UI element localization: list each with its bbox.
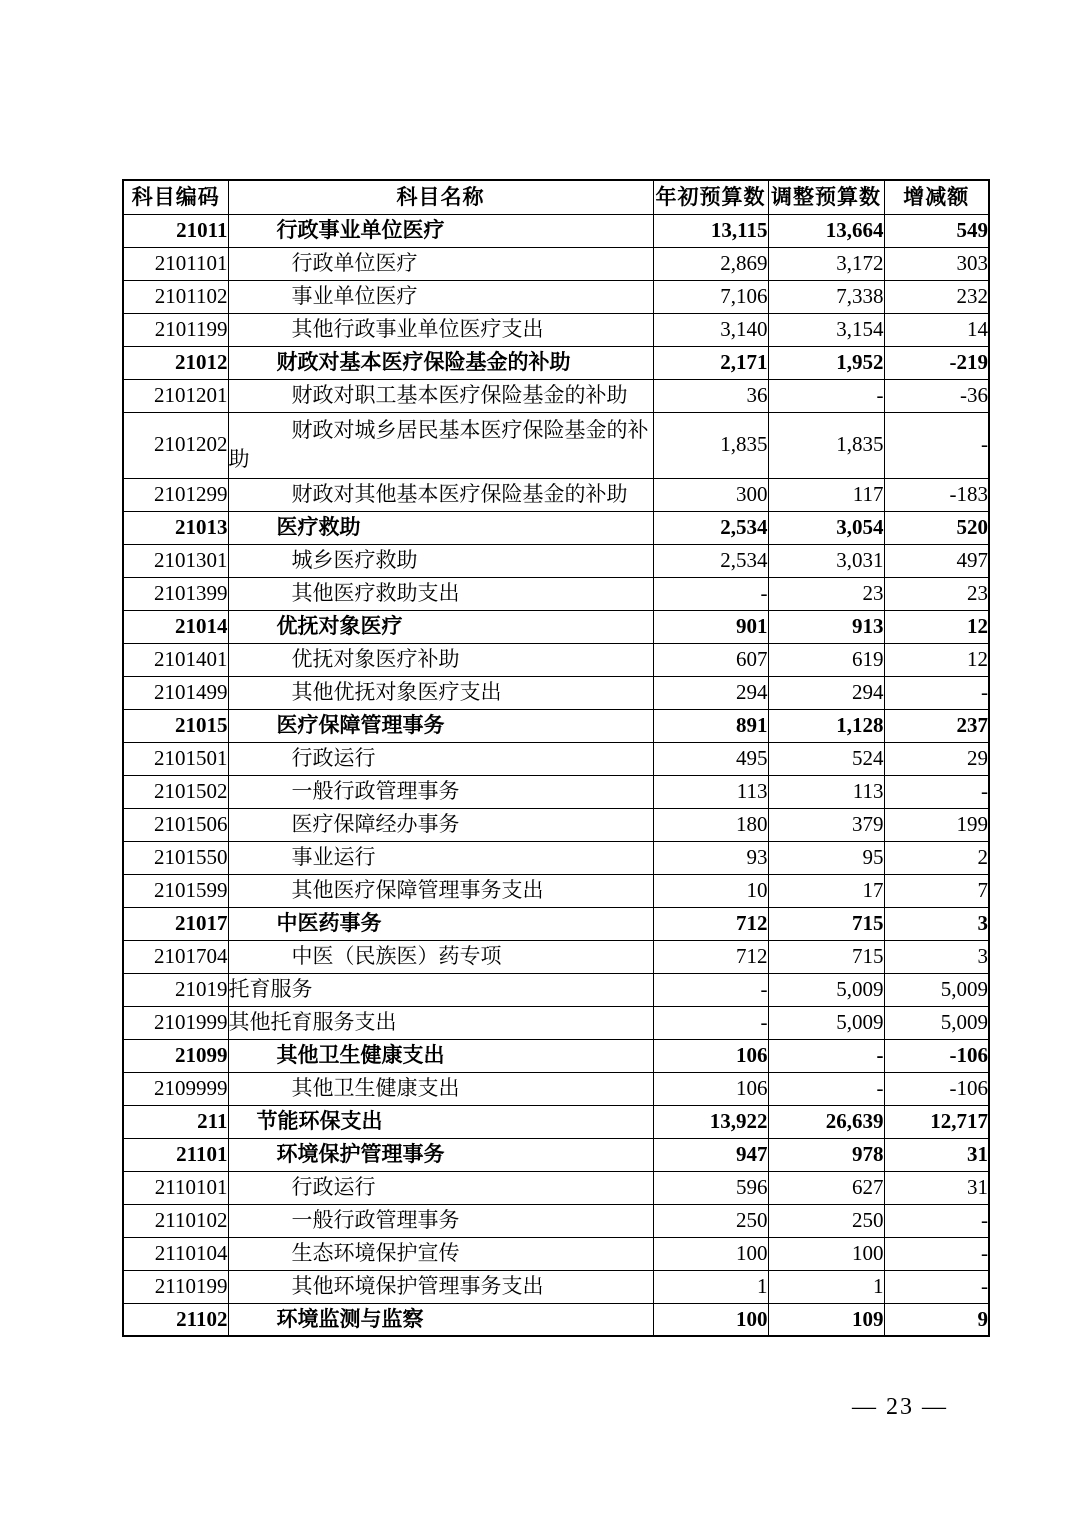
- change-amount-cell: -: [884, 412, 989, 478]
- adjusted-budget-cell: 17: [768, 874, 884, 907]
- adjusted-budget-cell: -: [768, 379, 884, 412]
- table-row: [123, 346, 989, 379]
- subject-code-cell: 2101501: [123, 742, 228, 775]
- initial-budget-cell: -: [653, 1006, 768, 1039]
- initial-budget-cell: 607: [653, 643, 768, 676]
- subject-code-cell: 21099: [123, 1039, 228, 1072]
- change-amount-cell: 303: [884, 247, 989, 280]
- subject-name-cell: 中医（民族医）药专项: [228, 940, 653, 973]
- table-row: [123, 1006, 989, 1039]
- initial-budget-cell: 891: [653, 709, 768, 742]
- subject-name-cell: 生态环境保护宣传: [228, 1237, 653, 1270]
- change-amount-cell: -106: [884, 1072, 989, 1105]
- page-number: — 23 —: [852, 1394, 948, 1420]
- subject-name-cell: 财政对城乡居民基本医疗保险基金的补助: [228, 412, 653, 478]
- change-amount-cell: 3: [884, 940, 989, 973]
- adjusted-budget-cell: 113: [768, 775, 884, 808]
- initial-budget-cell: 2,869: [653, 247, 768, 280]
- subject-code-cell: 2101199: [123, 313, 228, 346]
- change-amount-cell: 12: [884, 643, 989, 676]
- adjusted-budget-cell: 379: [768, 808, 884, 841]
- initial-budget-cell: 495: [653, 742, 768, 775]
- initial-budget-cell: 93: [653, 841, 768, 874]
- adjusted-budget-cell: 715: [768, 940, 884, 973]
- initial-budget-cell: 294: [653, 676, 768, 709]
- table-row: [123, 1105, 989, 1138]
- initial-budget-cell: 2,534: [653, 511, 768, 544]
- subject-name-cell: 行政运行: [228, 1171, 653, 1204]
- initial-budget-cell: 13,922: [653, 1105, 768, 1138]
- subject-code-cell: 2101202: [123, 412, 228, 478]
- table-row: [123, 709, 989, 742]
- change-amount-cell: -219: [884, 346, 989, 379]
- initial-budget-cell: 7,106: [653, 280, 768, 313]
- subject-code-cell: 21102: [123, 1303, 228, 1336]
- initial-budget-cell: 13,115: [653, 214, 768, 247]
- adjusted-budget-cell: 109: [768, 1303, 884, 1336]
- table-row: [123, 973, 989, 1006]
- column-header-adjusted-budget: 调整预算数: [768, 180, 884, 214]
- subject-name-cell: 事业运行: [228, 841, 653, 874]
- change-amount-cell: 5,009: [884, 1006, 989, 1039]
- subject-name-cell: 财政对其他基本医疗保险基金的补助: [228, 478, 653, 511]
- table-row: [123, 379, 989, 412]
- subject-code-cell: 2101301: [123, 544, 228, 577]
- table-row: [123, 214, 989, 247]
- change-amount-cell: 7: [884, 874, 989, 907]
- table-row: [123, 940, 989, 973]
- change-amount-cell: 549: [884, 214, 989, 247]
- initial-budget-cell: 106: [653, 1039, 768, 1072]
- subject-code-cell: 2101101: [123, 247, 228, 280]
- table-row: [123, 412, 989, 478]
- table-row: [123, 742, 989, 775]
- adjusted-budget-cell: 3,054: [768, 511, 884, 544]
- table-row: [123, 841, 989, 874]
- initial-budget-cell: 10: [653, 874, 768, 907]
- table-row: [123, 511, 989, 544]
- table-row: [123, 610, 989, 643]
- change-amount-cell: 29: [884, 742, 989, 775]
- initial-budget-cell: 712: [653, 907, 768, 940]
- adjusted-budget-cell: 117: [768, 478, 884, 511]
- subject-code-cell: 21101: [123, 1138, 228, 1171]
- subject-code-cell: 2101499: [123, 676, 228, 709]
- adjusted-budget-cell: 3,154: [768, 313, 884, 346]
- subject-name-cell: 财政对职工基本医疗保险基金的补助: [228, 379, 653, 412]
- table-row: [123, 1270, 989, 1303]
- adjusted-budget-cell: 1: [768, 1270, 884, 1303]
- adjusted-budget-cell: 13,664: [768, 214, 884, 247]
- subject-code-cell: 21015: [123, 709, 228, 742]
- subject-name-cell: 托育服务: [228, 973, 653, 1006]
- table-row: [123, 775, 989, 808]
- change-amount-cell: 31: [884, 1171, 989, 1204]
- subject-code-cell: 2110104: [123, 1237, 228, 1270]
- table-row: [123, 313, 989, 346]
- subject-code-cell: 2101102: [123, 280, 228, 313]
- adjusted-budget-cell: 3,172: [768, 247, 884, 280]
- table-row: [123, 1039, 989, 1072]
- table-row: [123, 1237, 989, 1270]
- initial-budget-cell: 100: [653, 1303, 768, 1336]
- initial-budget-cell: 250: [653, 1204, 768, 1237]
- table-row: [123, 1138, 989, 1171]
- subject-code-cell: 21017: [123, 907, 228, 940]
- subject-name-cell: 其他托育服务支出: [228, 1006, 653, 1039]
- adjusted-budget-cell: 5,009: [768, 973, 884, 1006]
- column-header-initial-budget: 年初预算数: [653, 180, 768, 214]
- change-amount-cell: -183: [884, 478, 989, 511]
- change-amount-cell: 14: [884, 313, 989, 346]
- initial-budget-cell: 1,835: [653, 412, 768, 478]
- change-amount-cell: 31: [884, 1138, 989, 1171]
- change-amount-cell: 9: [884, 1303, 989, 1336]
- subject-name-cell: 医疗保障管理事务: [228, 709, 653, 742]
- change-amount-cell: 2: [884, 841, 989, 874]
- subject-code-cell: 21014: [123, 610, 228, 643]
- table-row: [123, 280, 989, 313]
- subject-code-cell: 2101550: [123, 841, 228, 874]
- change-amount-cell: -106: [884, 1039, 989, 1072]
- change-amount-cell: 12: [884, 610, 989, 643]
- adjusted-budget-cell: 3,031: [768, 544, 884, 577]
- adjusted-budget-cell: 294: [768, 676, 884, 709]
- adjusted-budget-cell: 7,338: [768, 280, 884, 313]
- table-row: [123, 577, 989, 610]
- table-row: [123, 643, 989, 676]
- subject-name-cell: 城乡医疗救助: [228, 544, 653, 577]
- subject-code-cell: 2101502: [123, 775, 228, 808]
- adjusted-budget-cell: 250: [768, 1204, 884, 1237]
- subject-name-cell: 其他卫生健康支出: [228, 1039, 653, 1072]
- subject-code-cell: 2110101: [123, 1171, 228, 1204]
- change-amount-cell: 520: [884, 511, 989, 544]
- column-header-subject-code: 科目编码: [123, 180, 228, 214]
- subject-name-cell: 优抚对象医疗补助: [228, 643, 653, 676]
- change-amount-cell: 497: [884, 544, 989, 577]
- initial-budget-cell: 901: [653, 610, 768, 643]
- subject-code-cell: 2109999: [123, 1072, 228, 1105]
- subject-code-cell: 21013: [123, 511, 228, 544]
- change-amount-cell: 3: [884, 907, 989, 940]
- subject-code-cell: 2101401: [123, 643, 228, 676]
- subject-code-cell: 21019: [123, 973, 228, 1006]
- change-amount-cell: 12,717: [884, 1105, 989, 1138]
- initial-budget-cell: -: [653, 973, 768, 1006]
- subject-name-cell: 一般行政管理事务: [228, 775, 653, 808]
- subject-code-cell: 21012: [123, 346, 228, 379]
- initial-budget-cell: 36: [653, 379, 768, 412]
- subject-code-cell: 2110199: [123, 1270, 228, 1303]
- table-row: [123, 247, 989, 280]
- subject-name-cell: 环境监测与监察: [228, 1303, 653, 1336]
- adjusted-budget-cell: 627: [768, 1171, 884, 1204]
- initial-budget-cell: 712: [653, 940, 768, 973]
- adjusted-budget-cell: -: [768, 1039, 884, 1072]
- table-header: [123, 180, 989, 214]
- initial-budget-cell: -: [653, 577, 768, 610]
- subject-name-cell: 节能环保支出: [228, 1105, 653, 1138]
- subject-code-cell: 2110102: [123, 1204, 228, 1237]
- table-row: [123, 544, 989, 577]
- subject-code-cell: 2101399: [123, 577, 228, 610]
- change-amount-cell: -: [884, 1204, 989, 1237]
- table-row: [123, 874, 989, 907]
- subject-name-cell: 医疗救助: [228, 511, 653, 544]
- subject-name-cell: 其他环境保护管理事务支出: [228, 1270, 653, 1303]
- table-body: [123, 214, 989, 1336]
- initial-budget-cell: 596: [653, 1171, 768, 1204]
- change-amount-cell: 199: [884, 808, 989, 841]
- initial-budget-cell: 106: [653, 1072, 768, 1105]
- subject-name-cell: 优抚对象医疗: [228, 610, 653, 643]
- column-header-subject-name: 科目名称: [228, 180, 653, 214]
- adjusted-budget-cell: 1,952: [768, 346, 884, 379]
- table-row: [123, 478, 989, 511]
- subject-name-cell: 一般行政管理事务: [228, 1204, 653, 1237]
- subject-code-cell: 2101201: [123, 379, 228, 412]
- subject-name-cell: 行政事业单位医疗: [228, 214, 653, 247]
- subject-code-cell: 211: [123, 1105, 228, 1138]
- subject-name-cell: 环境保护管理事务: [228, 1138, 653, 1171]
- table-row: [123, 676, 989, 709]
- adjusted-budget-cell: 23: [768, 577, 884, 610]
- subject-code-cell: 2101999: [123, 1006, 228, 1039]
- adjusted-budget-cell: 524: [768, 742, 884, 775]
- subject-code-cell: 2101299: [123, 478, 228, 511]
- initial-budget-cell: 300: [653, 478, 768, 511]
- table-row: [123, 1204, 989, 1237]
- adjusted-budget-cell: -: [768, 1072, 884, 1105]
- adjusted-budget-cell: 100: [768, 1237, 884, 1270]
- column-header-change-amount: 增减额: [884, 180, 989, 214]
- initial-budget-cell: 1: [653, 1270, 768, 1303]
- table-row: [123, 1072, 989, 1105]
- table-row: [123, 808, 989, 841]
- change-amount-cell: 232: [884, 280, 989, 313]
- subject-code-cell: 2101704: [123, 940, 228, 973]
- subject-name-cell: 财政对基本医疗保险基金的补助: [228, 346, 653, 379]
- subject-name-cell: 医疗保障经办事务: [228, 808, 653, 841]
- subject-code-cell: 2101599: [123, 874, 228, 907]
- initial-budget-cell: 3,140: [653, 313, 768, 346]
- subject-name-cell: 其他行政事业单位医疗支出: [228, 313, 653, 346]
- subject-name-cell: 其他医疗保障管理事务支出: [228, 874, 653, 907]
- change-amount-cell: 23: [884, 577, 989, 610]
- header-row: [123, 180, 989, 214]
- initial-budget-cell: 2,171: [653, 346, 768, 379]
- table-row: [123, 907, 989, 940]
- change-amount-cell: -: [884, 1237, 989, 1270]
- initial-budget-cell: 100: [653, 1237, 768, 1270]
- table-row: [123, 1171, 989, 1204]
- subject-name-cell: 行政单位医疗: [228, 247, 653, 280]
- adjusted-budget-cell: 95: [768, 841, 884, 874]
- initial-budget-cell: 180: [653, 808, 768, 841]
- table-row: [123, 1303, 989, 1336]
- subject-name-cell: 行政运行: [228, 742, 653, 775]
- adjusted-budget-cell: 1,835: [768, 412, 884, 478]
- adjusted-budget-cell: 978: [768, 1138, 884, 1171]
- subject-code-cell: 2101506: [123, 808, 228, 841]
- adjusted-budget-cell: 5,009: [768, 1006, 884, 1039]
- adjusted-budget-cell: 619: [768, 643, 884, 676]
- initial-budget-cell: 947: [653, 1138, 768, 1171]
- subject-name-cell: 其他医疗救助支出: [228, 577, 653, 610]
- change-amount-cell: 5,009: [884, 973, 989, 1006]
- initial-budget-cell: 113: [653, 775, 768, 808]
- adjusted-budget-cell: 715: [768, 907, 884, 940]
- subject-name-cell: 中医药事务: [228, 907, 653, 940]
- subject-name-cell: 其他优抚对象医疗支出: [228, 676, 653, 709]
- budget-table: [122, 179, 990, 1337]
- adjusted-budget-cell: 1,128: [768, 709, 884, 742]
- change-amount-cell: -: [884, 775, 989, 808]
- adjusted-budget-cell: 26,639: [768, 1105, 884, 1138]
- change-amount-cell: -36: [884, 379, 989, 412]
- change-amount-cell: -: [884, 1270, 989, 1303]
- change-amount-cell: 237: [884, 709, 989, 742]
- adjusted-budget-cell: 913: [768, 610, 884, 643]
- change-amount-cell: -: [884, 676, 989, 709]
- subject-code-cell: 21011: [123, 214, 228, 247]
- subject-name-cell: 事业单位医疗: [228, 280, 653, 313]
- subject-name-cell: 其他卫生健康支出: [228, 1072, 653, 1105]
- initial-budget-cell: 2,534: [653, 544, 768, 577]
